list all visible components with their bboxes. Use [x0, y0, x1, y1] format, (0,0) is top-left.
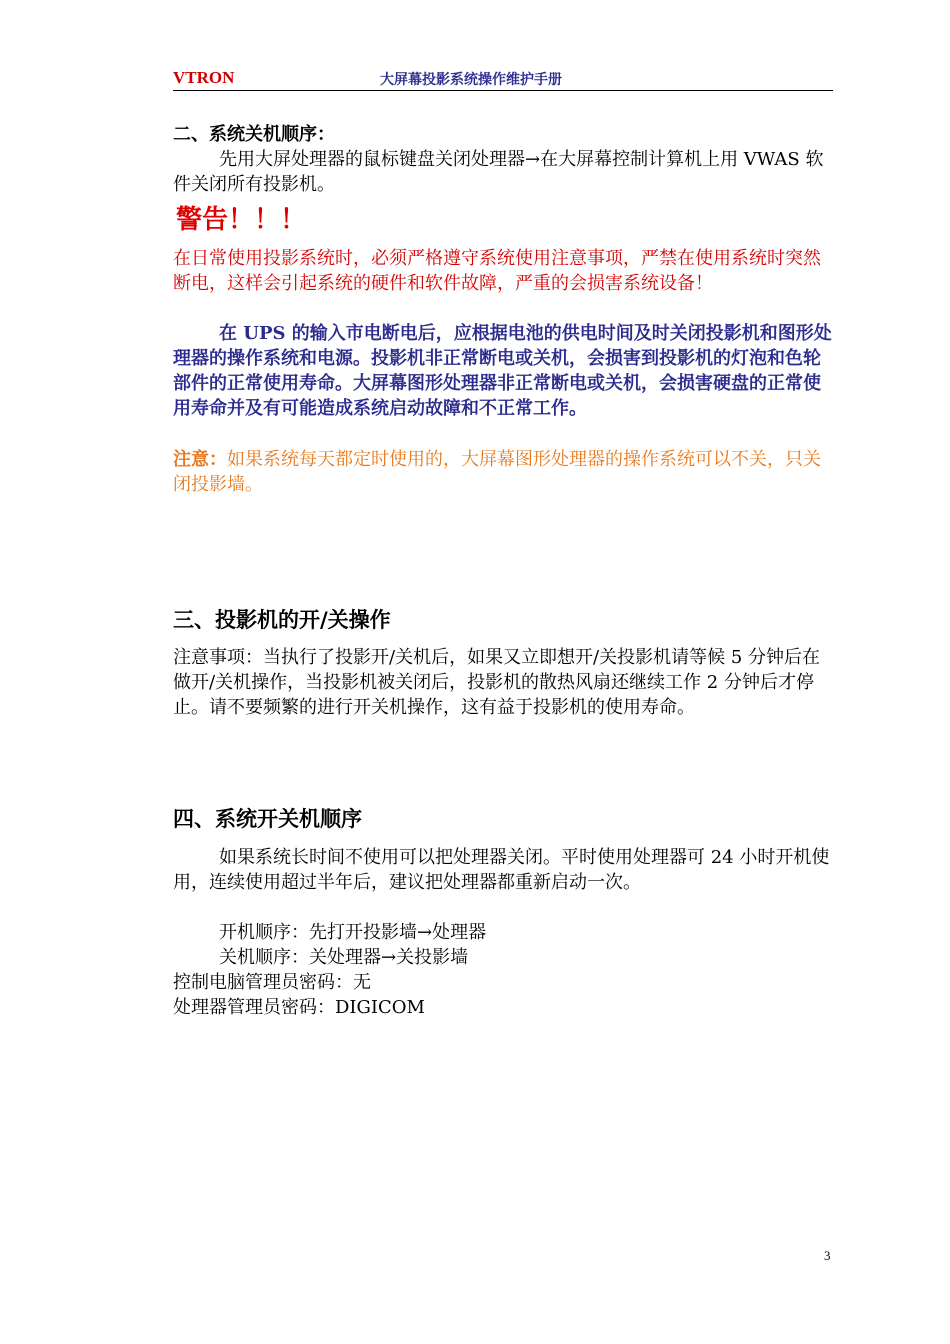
note-text: 如果系统每天都定时使用的，大屏幕图形处理器的操作系统可以不关，只关闭投影墙。 [173, 449, 821, 495]
page-number: 3 [824, 1248, 831, 1263]
pc-admin-password: 控制电脑管理员密码：无 [173, 972, 371, 993]
section3-heading: 三、投影机的开/关操作 [173, 608, 391, 632]
section3-body: 注意事项：当执行了投影开/关机后，如果又立即想开/关投影机请等候 5 分钟后在做开/关机操作，当投影机被关闭后，投影机的散热风扇还继续工作 2 分钟后才停止。请不要频繁的进行开关机操作，这有益于投影机的使用寿命。 [173, 647, 821, 718]
page-header [173, 68, 833, 91]
note-label: 注意： [173, 449, 227, 470]
ups-warning-text: 在 UPS 的输入市电断电后，应根据电池的供电时间及时关闭投影机和图形处理器的操作系统和电源。投影机非正常断电或关机，会损害到投影机的灯泡和色轮部件的正常使用寿命。大屏幕图形处理器非正常断电或关机，会损害硬盘的正常使用寿命并及有可能造成系统启动故障和不正常工作。 [173, 323, 832, 419]
section4-heading: 四、系统开关机顺序 [173, 807, 362, 831]
section4-body: 如果系统长时间不使用可以把处理器关闭。平时使用处理器可 24 小时开机使用，连续使用超过半年后，建议把处理器都重新启动一次。 [173, 847, 830, 893]
processor-admin-password: 处理器管理员密码：DIGICOM [173, 997, 425, 1018]
warning-text: 在日常使用投影系统时，必须严格遵守系统使用注意事项，严禁在使用系统时突然断电，这样会引起系统的硬件和软件故障，严重的会损害系统设备！ [173, 248, 821, 294]
section2-heading: 二、系统关机顺序： [173, 124, 335, 145]
section2-body: 先用大屏处理器的鼠标键盘关闭处理器→在大屏幕控制计算机上用 VWAS 软件关闭所有投影机。 [173, 149, 824, 195]
warning-title: 警告！！！ [176, 205, 307, 235]
note-paragraph [173, 447, 835, 497]
power-on-order: 开机顺序：先打开投影墙→处理器 [219, 922, 487, 943]
header-title: 大屏幕投影系统操作维护手册 [380, 72, 562, 88]
power-off-order: 关机顺序：关处理器→关投影墙 [219, 947, 469, 968]
brand-logo-text: VTRON [173, 68, 235, 87]
